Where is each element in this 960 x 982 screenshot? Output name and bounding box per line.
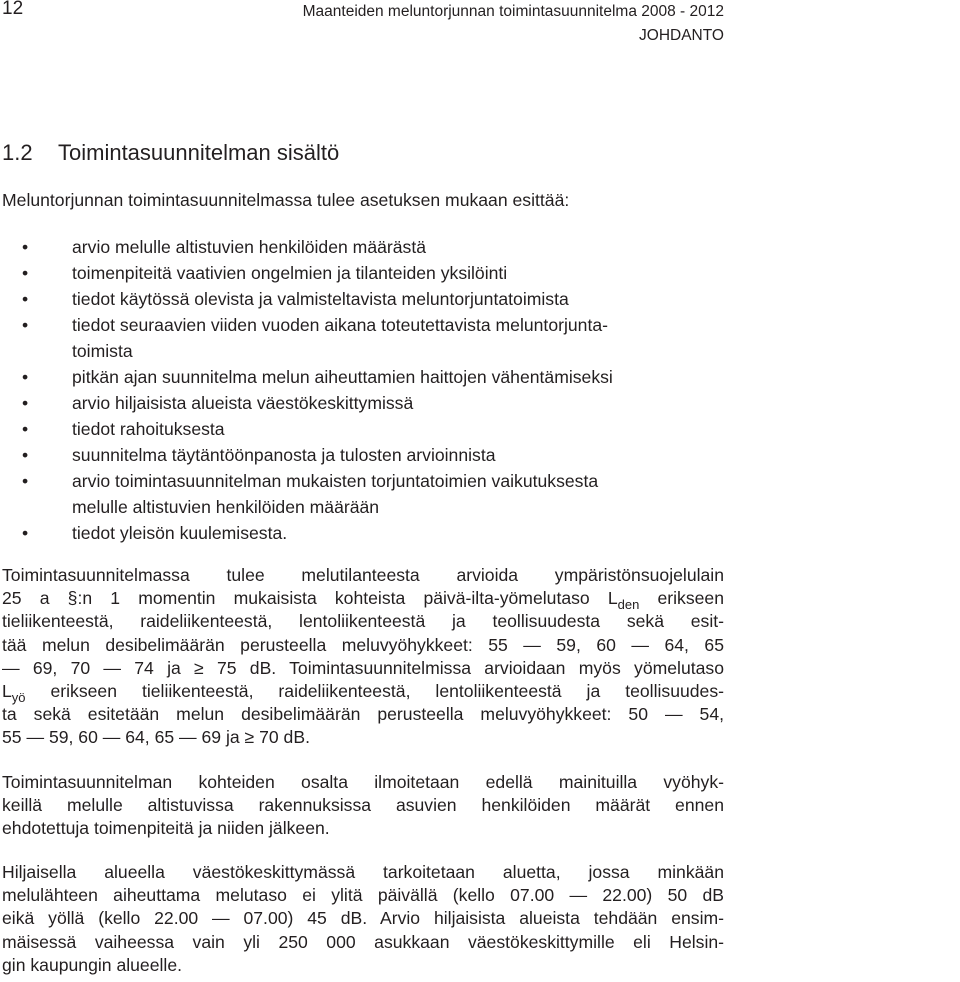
chapter-label: JOHDANTO bbox=[639, 27, 724, 44]
bullet-item bbox=[2, 468, 722, 520]
bullet-text: tiedot seuraavien viiden vuoden aikana toteutettavista meluntorjunta- bbox=[72, 315, 608, 335]
text-line: keillä melulle altistuvissa rakennuksissa asuvien henkilöiden määrät ennen bbox=[2, 795, 724, 816]
text-line: gin kaupungin alueelle. bbox=[2, 954, 182, 975]
bullet-text: arvio melulle altistuvien henkilöiden määrästä bbox=[72, 237, 427, 257]
text-fragment: L bbox=[2, 681, 12, 702]
bullet-item bbox=[2, 312, 722, 364]
bullet-text: tiedot käytössä olevista ja valmisteltavista meluntorjuntatoimista bbox=[72, 289, 569, 309]
paragraph-quiet-areas bbox=[2, 861, 724, 977]
bullet-text: toimenpiteitä vaativien ongelmien ja tilanteiden yksilöinti bbox=[72, 263, 508, 283]
text-line: melulähteen aiheuttama melutaso ei ylitä päivällä (kello 07.00 — 22.00) 50 dB bbox=[2, 885, 724, 906]
text-fragment: 25 a §:n 1 momentin mukaisista kohteista päivä-ilta-yömelutaso L bbox=[2, 588, 618, 609]
bullet-item bbox=[2, 234, 722, 260]
bullet-icon: • bbox=[22, 237, 29, 257]
text-fragment: erikseen bbox=[639, 588, 724, 609]
bullet-icon: • bbox=[22, 523, 29, 543]
bullet-item bbox=[2, 286, 722, 312]
section-title: Toimintasuunnitelman sisältö bbox=[58, 140, 340, 165]
bullet-text: pitkän ajan suunnitelma melun aiheuttamien haittojen vähentämiseksi bbox=[72, 367, 613, 387]
text-line: tää melun desibelimäärän perusteella meluvyöhykkeet: 55 — 59, 60 — 64, 65 bbox=[2, 634, 724, 655]
text-line: — 69, 70 — 74 ja ≥ 75 dB. Toimintasuunnitelmissa arvioidaan myös yömelutaso bbox=[2, 657, 724, 678]
text-line: Hiljaisella alueella väestökeskittymässä tarkoitetaan aluetta, jossa minkään bbox=[2, 862, 724, 882]
bullet-text: tiedot rahoituksesta bbox=[72, 419, 225, 439]
text-line: mäisessä vaiheessa vain yli 250 000 asukkaan väestökeskittymille eli Helsin- bbox=[2, 931, 724, 952]
bullet-item bbox=[2, 416, 722, 442]
bullet-item bbox=[2, 520, 722, 546]
text-fragment: erikseen tieliikenteestä, raideliikenteestä, lentoliikenteestä ja teollisuudes- bbox=[25, 681, 724, 702]
bullet-text: arvio hiljaisista alueista väestökeskittymissä bbox=[72, 393, 414, 413]
bullet-icon: • bbox=[22, 315, 29, 335]
text-line bbox=[2, 680, 724, 706]
text-line: ehdotettuja toimenpiteitä ja niiden jälkeen. bbox=[2, 818, 330, 839]
bullet-icon: • bbox=[22, 289, 29, 309]
text-line: tieliikenteestä, raideliikenteestä, lentoliikenteestä ja teollisuudesta sekä esit- bbox=[2, 611, 724, 632]
page-number: 12 bbox=[2, 0, 24, 19]
bullet-item bbox=[2, 260, 722, 286]
paragraph-target-areas bbox=[2, 771, 724, 841]
bullet-text: arvio toimintasuunnitelman mukaisten torjuntatoimien vaikutuksesta bbox=[72, 471, 599, 491]
text-line bbox=[2, 587, 724, 613]
text-line: eikä yöllä (kello 22.00 — 07.00) 45 dB. Arvio hiljaisista alueista tehdään ensim- bbox=[2, 908, 724, 929]
bullet-text: toimista bbox=[72, 341, 133, 361]
bullet-icon: • bbox=[22, 263, 29, 283]
intro-text: Meluntorjunnan toimintasuunnitelmassa tulee asetuksen mukaan esittää: bbox=[2, 190, 570, 210]
bullet-list bbox=[2, 234, 722, 546]
bullet-icon: • bbox=[22, 445, 29, 465]
paragraph-noise-levels bbox=[2, 564, 724, 750]
document-title: Maanteiden meluntorjunnan toimintasuunnitelma 2008 - 2012 bbox=[302, 3, 724, 20]
bullet-icon: • bbox=[22, 393, 29, 413]
running-header bbox=[244, 0, 724, 48]
section-heading bbox=[2, 140, 339, 166]
text-line: Toimintasuunnitelmassa tulee melutilanteesta arvioida ympäristönsuojelulain bbox=[2, 565, 724, 585]
bullet-text: melulle altistuvien henkilöiden määrään bbox=[72, 497, 380, 517]
text-line: 55 — 59, 60 — 64, 65 — 69 ja ≥ 70 dB. bbox=[2, 727, 310, 748]
bullet-item bbox=[2, 390, 722, 416]
text-line: ta sekä esitetään melun desibelimäärän perusteella meluvyöhykkeet: 50 — 54, bbox=[2, 704, 724, 725]
bullet-icon: • bbox=[22, 367, 29, 387]
bullet-item bbox=[2, 364, 722, 390]
bullet-text: suunnitelma täytäntöönpanosta ja tulosten arvioinnista bbox=[72, 445, 496, 465]
bullet-item bbox=[2, 442, 722, 468]
bullet-text: tiedot yleisön kuulemisesta. bbox=[72, 523, 288, 543]
bullet-icon: • bbox=[22, 471, 29, 491]
section-number: 1.2 bbox=[2, 140, 33, 165]
bullet-icon: • bbox=[22, 419, 29, 439]
subscript-den: den bbox=[617, 597, 640, 613]
subscript-yo: yö bbox=[11, 690, 26, 706]
text-line: Toimintasuunnitelman kohteiden osalta ilmoitetaan edellä mainituilla vyöhyk- bbox=[2, 772, 724, 792]
